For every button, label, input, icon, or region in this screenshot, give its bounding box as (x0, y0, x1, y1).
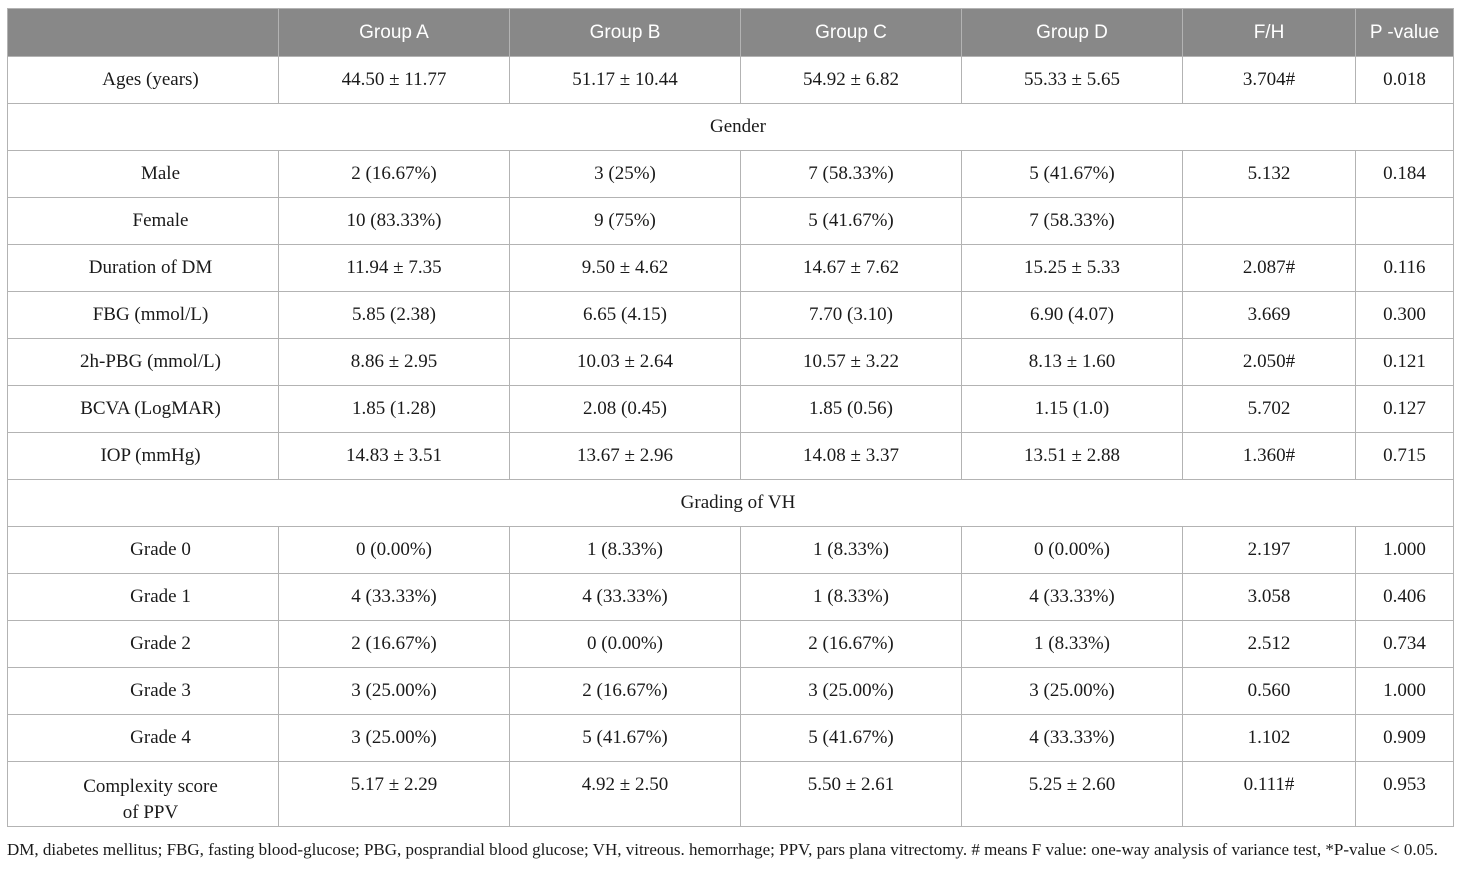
cell-group-c: 5 (41.67%) (741, 198, 962, 245)
table-row (8, 386, 1454, 433)
header-group-b: Group B (510, 9, 741, 57)
table-footnote: DM, diabetes mellitus; FBG, fasting blood-glucose; PBG, posprandial blood glucose; VH, vitreous. hemorrhage; PPV, pars plana vitrectomy. # means F value: one-way analysis of variance test, *P-value < 0.05. (7, 840, 1438, 859)
cell-group-c: 2 (16.67%) (741, 621, 962, 668)
cell-f-h: 5.132 (1183, 151, 1356, 198)
cell-group-c: 54.92 ± 6.82 (741, 57, 962, 104)
row-label: FBG (mmol/L) (8, 292, 279, 339)
row-label: Grade 3 (8, 668, 279, 715)
cell-group-b: 0 (0.00%) (510, 621, 741, 668)
cell-p-value: 0.116 (1356, 245, 1454, 292)
cell-group-c: 1 (8.33%) (741, 527, 962, 574)
cell-f-h: 1.360# (1183, 433, 1356, 480)
cell-group-a: 0 (0.00%) (279, 527, 510, 574)
table-row (8, 762, 1454, 827)
cell-group-c: 1.85 (0.56) (741, 386, 962, 433)
table-row (8, 339, 1454, 386)
cell-p-value: 0.018 (1356, 57, 1454, 104)
table-row (8, 151, 1454, 198)
cell-group-d: 0 (0.00%) (962, 527, 1183, 574)
cell-p-value: 0.127 (1356, 386, 1454, 433)
table-row (8, 433, 1454, 480)
table-row (8, 668, 1454, 715)
cell-group-a: 8.86 ± 2.95 (279, 339, 510, 386)
cell-group-c: 14.08 ± 3.37 (741, 433, 962, 480)
row-label: Ages (years) (8, 57, 279, 104)
cell-group-d: 1 (8.33%) (962, 621, 1183, 668)
cell-f-h: 2.087# (1183, 245, 1356, 292)
cell-f-h: 3.058 (1183, 574, 1356, 621)
cell-group-a: 5.85 (2.38) (279, 292, 510, 339)
cell-p-value: 0.406 (1356, 574, 1454, 621)
table-row (8, 574, 1454, 621)
cell-group-a: 3 (25.00%) (279, 668, 510, 715)
cell-group-a: 2 (16.67%) (279, 621, 510, 668)
table-row (8, 621, 1454, 668)
cell-group-b: 2.08 (0.45) (510, 386, 741, 433)
cell-group-c: 10.57 ± 3.22 (741, 339, 962, 386)
cell-p-value: 0.734 (1356, 621, 1454, 668)
cell-group-b: 4.92 ± 2.50 (510, 762, 741, 827)
row-label (8, 762, 279, 827)
cell-group-b: 13.67 ± 2.96 (510, 433, 741, 480)
cell-group-d: 5 (41.67%) (962, 151, 1183, 198)
row-label: IOP (mmHg) (8, 433, 279, 480)
cell-group-d: 6.90 (4.07) (962, 292, 1183, 339)
cell-f-h (1183, 198, 1356, 245)
cell-f-h: 2.050# (1183, 339, 1356, 386)
cell-group-c: 3 (25.00%) (741, 668, 962, 715)
cell-group-a: 10 (83.33%) (279, 198, 510, 245)
cell-group-c: 14.67 ± 7.62 (741, 245, 962, 292)
cell-group-c: 1 (8.33%) (741, 574, 962, 621)
cell-p-value: 0.715 (1356, 433, 1454, 480)
cell-f-h: 1.102 (1183, 715, 1356, 762)
cell-f-h: 3.704# (1183, 57, 1356, 104)
section-label-grading-vh: Grading of VH (8, 480, 1454, 527)
row-label: Duration of DM (8, 245, 279, 292)
header-blank (8, 9, 279, 57)
cell-p-value: 0.953 (1356, 762, 1454, 827)
cell-group-b: 1 (8.33%) (510, 527, 741, 574)
cell-group-d: 13.51 ± 2.88 (962, 433, 1183, 480)
header-group-c: Group C (741, 9, 962, 57)
cell-group-d: 15.25 ± 5.33 (962, 245, 1183, 292)
header-f-h: F/H (1183, 9, 1356, 57)
row-label: Grade 4 (8, 715, 279, 762)
cell-f-h: 0.111# (1183, 762, 1356, 827)
cell-group-a: 44.50 ± 11.77 (279, 57, 510, 104)
section-row (8, 104, 1454, 151)
cell-p-value: 1.000 (1356, 668, 1454, 715)
cell-group-d: 3 (25.00%) (962, 668, 1183, 715)
row-label: 2h-PBG (mmol/L) (8, 339, 279, 386)
cell-group-b: 3 (25%) (510, 151, 741, 198)
table-header-row (8, 9, 1454, 57)
row-label: Grade 2 (8, 621, 279, 668)
cell-group-d: 4 (33.33%) (962, 574, 1183, 621)
cell-group-a: 1.85 (1.28) (279, 386, 510, 433)
cell-f-h: 3.669 (1183, 292, 1356, 339)
table-row (8, 245, 1454, 292)
cell-p-value: 1.000 (1356, 527, 1454, 574)
cell-group-b: 2 (16.67%) (510, 668, 741, 715)
cell-group-d: 7 (58.33%) (962, 198, 1183, 245)
cell-group-b: 6.65 (4.15) (510, 292, 741, 339)
header-group-a: Group A (279, 9, 510, 57)
cell-f-h: 2.197 (1183, 527, 1356, 574)
cell-p-value: 0.121 (1356, 339, 1454, 386)
cell-group-a: 14.83 ± 3.51 (279, 433, 510, 480)
table-row (8, 198, 1454, 245)
cell-group-b: 10.03 ± 2.64 (510, 339, 741, 386)
cell-group-b: 9 (75%) (510, 198, 741, 245)
characteristics-table-container (7, 8, 1453, 827)
cell-p-value (1356, 198, 1454, 245)
cell-f-h: 0.560 (1183, 668, 1356, 715)
section-label-gender: Gender (8, 104, 1454, 151)
cell-group-d: 5.25 ± 2.60 (962, 762, 1183, 827)
cell-group-b: 5 (41.67%) (510, 715, 741, 762)
table-row (8, 292, 1454, 339)
cell-group-a: 3 (25.00%) (279, 715, 510, 762)
characteristics-table (7, 8, 1454, 827)
row-label: Grade 0 (8, 527, 279, 574)
row-label: Female (8, 198, 279, 245)
header-group-d: Group D (962, 9, 1183, 57)
cell-group-a: 11.94 ± 7.35 (279, 245, 510, 292)
cell-p-value: 0.909 (1356, 715, 1454, 762)
cell-group-d: 55.33 ± 5.65 (962, 57, 1183, 104)
cell-group-d: 8.13 ± 1.60 (962, 339, 1183, 386)
row-label-line-2: of PPV (122, 802, 179, 823)
cell-group-c: 5.50 ± 2.61 (741, 762, 962, 827)
cell-group-b: 9.50 ± 4.62 (510, 245, 741, 292)
row-label: Grade 1 (8, 574, 279, 621)
cell-group-a: 5.17 ± 2.29 (279, 762, 510, 827)
cell-group-b: 51.17 ± 10.44 (510, 57, 741, 104)
cell-p-value: 0.300 (1356, 292, 1454, 339)
table-row (8, 57, 1454, 104)
cell-group-c: 5 (41.67%) (741, 715, 962, 762)
cell-group-d: 4 (33.33%) (962, 715, 1183, 762)
cell-group-c: 7.70 (3.10) (741, 292, 962, 339)
cell-group-a: 2 (16.67%) (279, 151, 510, 198)
table-row (8, 715, 1454, 762)
row-label: Male (8, 151, 279, 198)
cell-group-b: 4 (33.33%) (510, 574, 741, 621)
cell-group-a: 4 (33.33%) (279, 574, 510, 621)
cell-group-d: 1.15 (1.0) (962, 386, 1183, 433)
table-row (8, 527, 1454, 574)
cell-p-value: 0.184 (1356, 151, 1454, 198)
row-label: BCVA (LogMAR) (8, 386, 279, 433)
cell-group-c: 7 (58.33%) (741, 151, 962, 198)
cell-f-h: 2.512 (1183, 621, 1356, 668)
section-row (8, 480, 1454, 527)
header-p-value: P -value (1356, 9, 1454, 57)
row-label-line-1: Complexity score (83, 776, 218, 797)
cell-f-h: 5.702 (1183, 386, 1356, 433)
